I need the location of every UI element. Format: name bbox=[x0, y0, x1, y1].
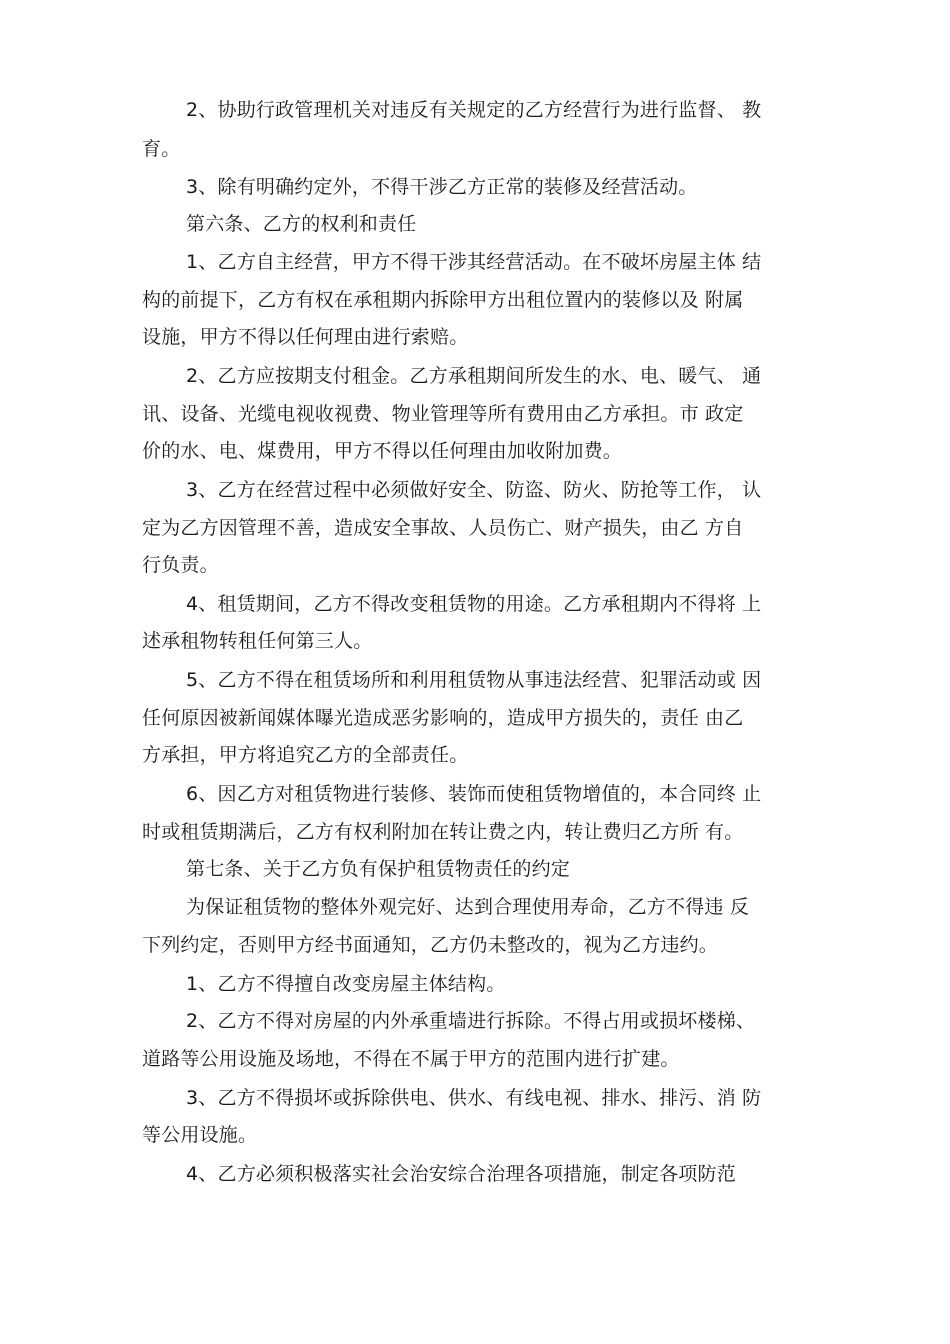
text-line: 述承租物转租任何第三人。 bbox=[142, 630, 373, 652]
text-line: 4、租赁期间，乙方不得改变租赁物的用途。乙方承租期内不得将 上 bbox=[186, 593, 762, 615]
text-line: 等公用设施。 bbox=[142, 1124, 258, 1146]
text-line: 设施，甲方不得以任何理由进行索赔。 bbox=[142, 326, 469, 348]
text-line: 3、除有明确约定外，不得干涉乙方正常的装修及经营活动。 bbox=[186, 176, 698, 198]
text-line: 2、协助行政管理机关对违反有关规定的乙方经营行为进行监督、 教 bbox=[186, 99, 762, 121]
text-line: 2、乙方不得对房屋的内外承重墙进行拆除。不得占用或损坏楼梯、 bbox=[186, 1010, 756, 1032]
text-line: 4、乙方必须积极落实社会治安综合治理各项措施，制定各项防范 bbox=[186, 1163, 736, 1185]
text-line: 行负责。 bbox=[142, 554, 219, 576]
text-line: 2、乙方应按期支付租金。乙方承租期间所发生的水、电、暖气、 通 bbox=[186, 365, 762, 387]
text-line: 3、乙方在经营过程中必须做好安全、防盗、防火、防抢等工作， 认 bbox=[186, 479, 762, 501]
text-line: 为保证租赁物的整体外观完好、达到合理使用寿命，乙方不得违 反 bbox=[186, 896, 750, 918]
text-line: 5、乙方不得在租赁场所和利用租赁物从事违法经营、犯罪活动或 因 bbox=[186, 669, 762, 691]
section-heading: 第七条、关于乙方负有保护租赁物责任的约定 bbox=[186, 858, 571, 880]
text-line: 构的前提下，乙方有权在承租期内拆除甲方出租位置内的装修以及 附属 bbox=[142, 289, 744, 311]
text-line: 价的水、电、煤费用，甲方不得以任何理由加收附加费。 bbox=[142, 440, 623, 462]
text-line: 定为乙方因管理不善，造成安全事故、人员伤亡、财产损失，由乙 方自 bbox=[142, 517, 744, 539]
text-line: 育。 bbox=[142, 138, 181, 160]
text-line: 讯、设备、光缆电视收视费、物业管理等所有费用由乙方承担。市 政定 bbox=[142, 403, 744, 425]
section-heading: 第六条、乙方的权利和责任 bbox=[186, 213, 417, 235]
text-line: 3、乙方不得损坏或拆除供电、供水、有线电视、排水、排污、消 防 bbox=[186, 1087, 762, 1109]
text-line: 下列约定，否则甲方经书面通知，乙方仍未整改的，视为乙方违约。 bbox=[142, 934, 719, 956]
text-line: 1、乙方自主经营，甲方不得干涉其经营活动。在不破坏房屋主体 结 bbox=[186, 251, 762, 273]
text-line: 道路等公用设施及场地，不得在不属于甲方的范围内进行扩建。 bbox=[142, 1048, 680, 1070]
text-line: 1、乙方不得擅自改变房屋主体结构。 bbox=[186, 973, 506, 995]
text-line: 方承担，甲方将追究乙方的全部责任。 bbox=[142, 744, 469, 766]
text-line: 6、因乙方对租赁物进行装修、装饰而使租赁物增值的，本合同终 止 bbox=[186, 783, 762, 805]
text-line: 任何原因被新闻媒体曝光造成恶劣影响的，造成甲方损失的，责任 由乙 bbox=[142, 707, 744, 729]
text-line: 时或租赁期满后，乙方有权利附加在转让费之内，转让费归乙方所 有。 bbox=[142, 821, 744, 843]
